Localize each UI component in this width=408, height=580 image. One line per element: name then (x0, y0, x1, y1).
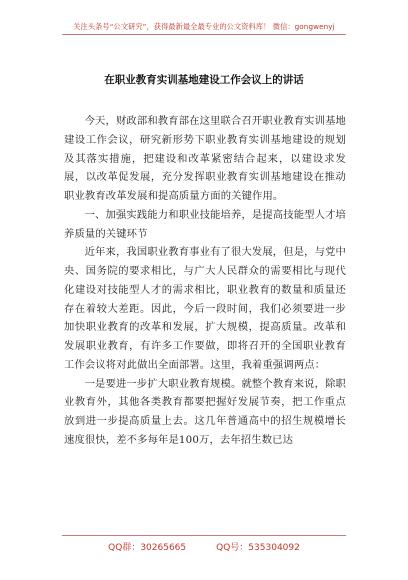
footer-qq-number: QQ号：535304092 (216, 543, 300, 553)
paragraph-intro: 今天，财政部和教育部在这里联合召开职业教育实训基地建设工作会议，研究新形势下职业教育实训基地建设的规划及其落实措施，把建设和改革紧密结合起来，以建设求发展，以改革促发展，充分发挥职业教育实训基地建设在推动职业教育改革发展和提高质量方面的关键作用。 (64, 115, 346, 202)
section-heading-1: 一、加强实践能力和职业技能培养，是提高技能型人才培养质量的关键环节 (64, 208, 346, 240)
header-divider (62, 34, 346, 35)
page-header-banner: 关注头条号“公文研究”，获得最新最全最专业的公文资料库！ 微信：gongwenyj (73, 22, 335, 31)
document-title: 在职业教育实训基地建设工作会议上的讲话 (104, 74, 304, 86)
footer-divider (62, 535, 346, 536)
paragraph-point-1: 一是要进一步扩大职业教育规模。就整个教育来说，除职业教育外，其他各类教育都要把握好发展节奏，把工作重点放到进一步提高质量上去。这几年普通高中的招生规模增长速度很快，差不多每年是100万，去年招生数已达 (64, 377, 346, 446)
footer-qq-group: QQ群：30265665 (108, 543, 187, 553)
document-body (64, 112, 346, 450)
paragraph-background: 近年来，我国职业教育事业有了很大发展，但是，与党中央、国务院的要求相比，与广大人民群众的需要相比与现代化建设对技能型人才的需求相比，职业教育的数量和质量还存在着较大差距。因此，今后一段时间，我们必须要进一步加快职业教育的改革和发展，扩大规模，提高质量。改革和发展职业教育，有许多工作要做，即将召开的全国职业教育工作会议将对此做出全面部署。这里，我着重强调两点： (64, 246, 346, 371)
page-footer (0, 540, 408, 553)
